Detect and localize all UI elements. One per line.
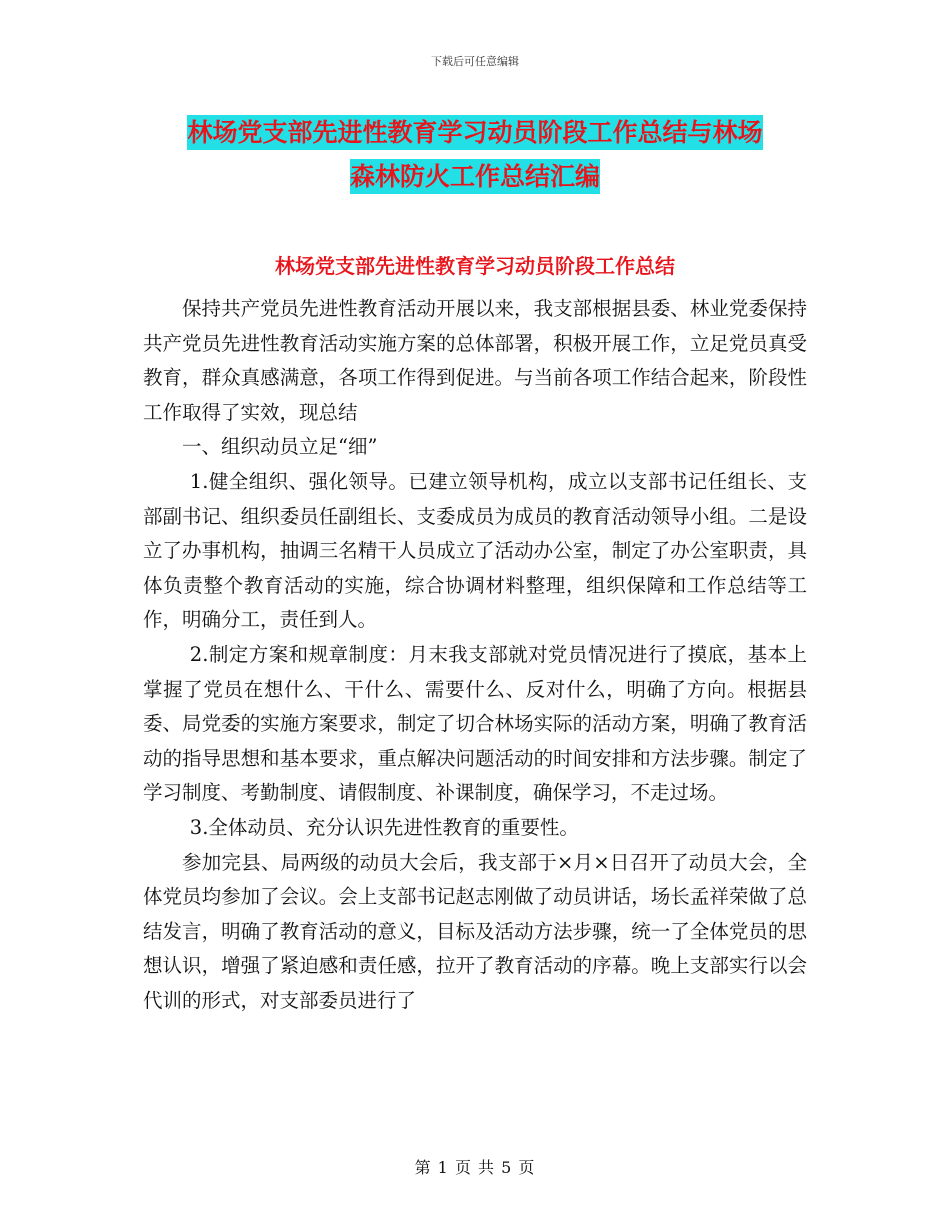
title-highlight-1: 林场党支部先进性教育学习动员阶段工作总结与林场	[187, 115, 762, 150]
section-heading: 林场党支部先进性教育学习动员阶段工作总结	[275, 254, 675, 278]
document-body	[143, 292, 807, 1018]
document-title-line-1	[0, 113, 950, 149]
paragraph-heading-1: 一、组织动员立足“细”	[182, 435, 378, 459]
paragraph-intro: 保持共产党员先进性教育活动开展以来，我支部根据县委、林业党委保持共产党员先进性教育活动实施方案的总体部署，积极开展工作，立足党员真受教育，群众真感满意，各项工作得到促进。与当前各项工作结合起来，阶段性工作取得了实效，现总结	[143, 297, 807, 424]
paragraph-meeting: 参加完县、局两级的动员大会后，我支部于×月×日召开了动员大会，全体党员均参加了会议。会上支部书记赵志刚做了动员讲话，场长孟祥荣做了总结发言，明确了教育活动的意义，目标及活动方法步骤，统一了全体党员的思想认识，增强了紧迫感和责任感，拉开了教育活动的序幕。晚上支部实行以会代训的形式，对支部委员进行了	[143, 850, 807, 1012]
paragraph-item-3: 3.全体动员、充分认识先进性教育的重要性。	[189, 815, 579, 839]
document-title-line-2	[0, 157, 950, 193]
page-indicator: 第 1 页 共 5 页	[414, 1158, 536, 1177]
paragraph-item-1: 1.健全组织、强化领导。已建立领导机构，成立以支部书记任组长、支部副书记、组织委员任副组长、支委成员为成员的教育活动领导小组。二是设立了办事机构，抽调三名精干人员成立了活动办公室，制定了办公室职责，具体负责整个教育活动的实施，综合协调材料整理，组织保障和工作总结等工作，明确分工，责任到人。	[143, 469, 807, 632]
paragraph-item-2: 2.制定方案和规章制度：月末我支部就对党员情况进行了摸底，基本上掌握了党员在想什么、干什么、需要什么、反对什么，明确了方向。根据县委、局党委的实施方案要求，制定了切合林场实际的活动方案，明确了教育活动的指导思想和基本要求，重点解决问题活动的时间安排和方法步骤。制定了学习制度、考勤制度、请假制度、补课制度，确保学习，不走过场。	[143, 642, 807, 805]
title-highlight-2: 森林防火工作总结汇编	[350, 159, 600, 194]
header-note: 下载后可任意编辑	[431, 55, 519, 68]
